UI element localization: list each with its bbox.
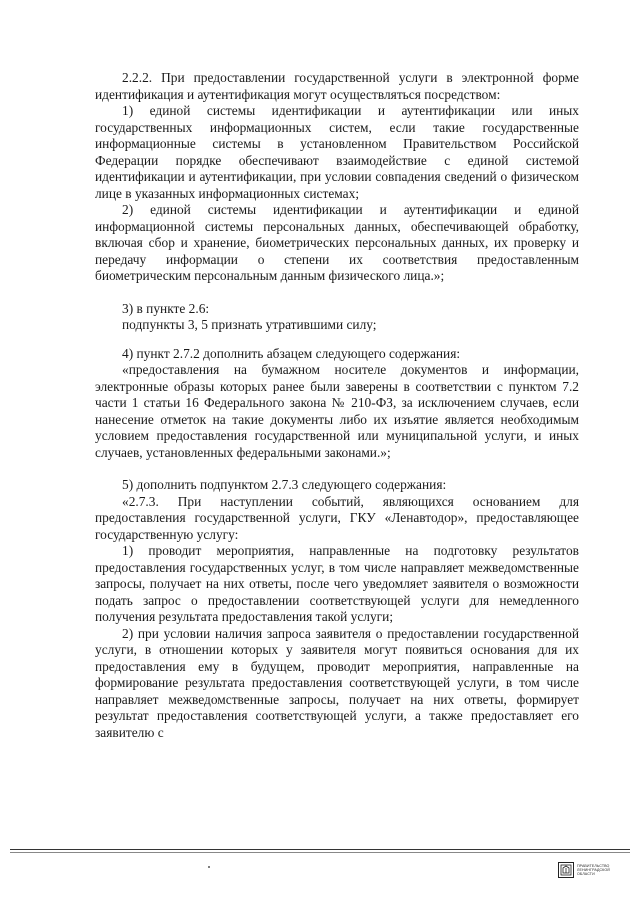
logo-line: ЛЕНИНГРАДСКОЙ — [577, 867, 610, 872]
government-emblem-icon — [558, 862, 574, 878]
paragraph-2-2-2: 2.2.2. При предоставлении государственной услуги в электронной форме идентификация и аутентификация могут осуществляться посредством: — [95, 70, 579, 102]
paragraph-quote-2-7-2: «предоставления на бумажном носителе документов и информации, электронные образы которых ранее были заверены в соответствии с пунктом 7.2 части 1 статьи 16 Федерального закона № 210-ФЗ, за исключением случаев, если нанесение отметок на такие документы либо их изъятие является необходимым условием предоставления государственной или муниципальной услуги, и иных случаев, установленных федеральными законами.»; — [95, 362, 579, 460]
logo-line: ПРАВИТЕЛЬСТВО — [577, 863, 610, 868]
paragraph-item-1: 1) единой системы идентификации и аутентификации или иных государственных информационных систем, если такие государственные информационные системы в установленном Правительством Российской Федерации порядке обеспечивают взаимодействие с единой системой идентификации и аутентификации, при условии совпадения сведений о физическом лице в указанных информационных системах; — [95, 103, 579, 201]
paragraph-2-7-3: «2.7.3. При наступлении событий, являющихся основанием для предоставления государственной услуги, ГКУ «Ленавтодор», предоставляющее государственную услугу: — [95, 493, 579, 542]
paragraph-2-7-3-item-1: 1) проводит мероприятия, направленные на подготовку результатов предоставления государственных услуг, в том числе направляет межведомственные запросы, получает на них ответы, после чего уведомляет заявителя о возможности подать запрос о предоставлении соответствующей услуги для немедленного получения результата предоставления такой услуги; — [95, 543, 579, 624]
paragraph-point-3: 3) в пункте 2.6: — [122, 300, 210, 316]
paragraph-item-2: 2) единой системы идентификации и аутентификации и единой информационной системы персональных данных, обеспечивающей обработку, включая сбор и хранение, биометрических персональных данных, их проверку и передачу информации о степени их соответствия предоставленным биометрическим персональным данным физического лица.»; — [95, 202, 579, 283]
paragraph-subpoints: подпункты 3, 5 признать утратившими силу; — [122, 317, 377, 332]
paragraph-point-4: 4) пункт 2.7.2 дополнить абзацем следующего содержания: — [122, 345, 461, 361]
scan-speck — [208, 866, 210, 868]
logo-caption — [577, 864, 610, 877]
footer-divider — [10, 849, 630, 850]
paragraph-2-7-3-item-2: 2) при условии наличия запроса заявителя о предоставлении государственной услуги, в отношении которых у заявителя могут появиться основания для их предоставления ему в будущем, проводит мероприятия, направленные на формирование результата предоставления соответствующей услуги, в том числе направляет межведомственные запросы, получает на них ответы, формирует результат предоставления соответствующей услуги, а также предоставляет его заявителю с — [95, 625, 579, 740]
footer-divider-secondary — [10, 852, 630, 853]
document-body — [95, 70, 579, 741]
paragraph-point-5: 5) дополнить подпунктом 2.7.3 следующего содержания: — [122, 477, 447, 492]
government-logo — [558, 859, 624, 881]
logo-line: ОБЛАСТИ — [577, 872, 595, 877]
